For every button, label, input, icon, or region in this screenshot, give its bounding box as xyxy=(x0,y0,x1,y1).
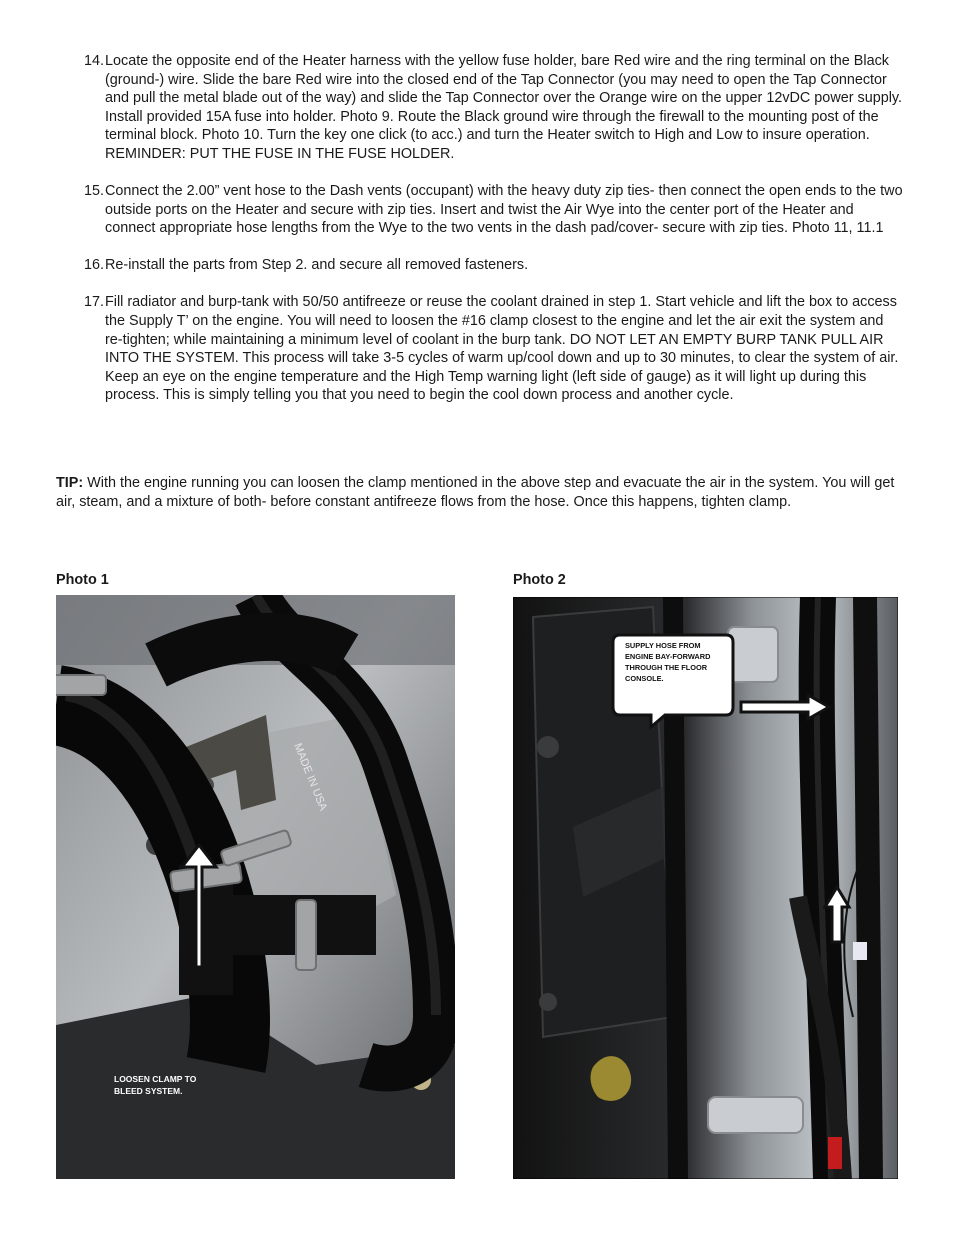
step-17 xyxy=(56,293,904,405)
tip-paragraph xyxy=(56,474,906,512)
step-16 xyxy=(56,256,904,275)
instruction-steps xyxy=(56,52,904,405)
hose-clamp xyxy=(56,675,106,695)
step-number: 17. xyxy=(83,294,104,311)
step-text: Connect the 2.00” vent hose to the Dash vents (occupant) with the heavy duty zip ties- then connect the open ends to the two outside ports on the Heater and secure with zip ties. Insert and twist the Air Wye into the center port of the Heater and connect appropriate hose lengths from the Wye to the two vents in the dash pad/cover- secure with zip ties. Photo 11, 11.1 xyxy=(105,183,903,237)
photo-annotation: SUPPLY HOSE FROM xyxy=(625,641,701,650)
photo-annotation: LOOSEN CLAMP TO xyxy=(114,1074,197,1084)
step-15 xyxy=(56,182,904,238)
photo-1 xyxy=(56,595,455,1179)
step-number: 16. xyxy=(83,257,104,274)
hose-label: MADE IN USA xyxy=(291,741,330,813)
zip-tie-tag xyxy=(853,942,867,960)
step-text: Locate the opposite end of the Heater harness with the yellow fuse holder, bare Red wire and the ring terminal on the Black (ground-) wire. Slide the bare Red wire into the closed end of the Tap Connector (you may need to open the Tap Connector and pull the metal blade out of the way) and slide the Tap Connector over the Orange wire on the upper 12vDC power supply. Install provided 15A fuse into holder. Photo 9. Route the Black ground wire through the firewall to the mounting post of the terminal block. Photo 10. Turn the key one click (to acc.) and turn the Heater switch to High and Low to insure operation. REMINDER: PUT THE FUSE IN THE FUSE HOLDER. xyxy=(105,53,903,162)
photo-2 xyxy=(513,597,898,1179)
step-14 xyxy=(56,52,904,164)
photo-1-caption: Photo 1 xyxy=(56,572,109,588)
step-text: Re-install the parts from Step 2. and secure all removed fasteners. xyxy=(105,257,529,274)
step-number: 15. xyxy=(83,183,104,200)
bolt-icon xyxy=(539,993,557,1011)
step-text: Fill radiator and burp-tank with 50/50 antifreeze or reuse the coolant drained in step 1. Start vehicle and lift the box to access the Supply T’ on the engine. You will need to loosen the #16 clamp closest to the engine and let the air exit the system and re-tighten; while maintaining a minimum level of coolant in the burp tank. DO NOT LET AN EMPTY BURP TANK PULL AIR INTO THE SYSTEM. This process will take 3-5 cycles of warm up/cool down and up to 30 minutes, to clear the system of air. Keep an eye on the engine temperature and the High Temp warning light (left side of gauge) as it will light up during this process. This is simply telling you that you need to begin the cool down process and another cycle. xyxy=(105,294,899,404)
photo-annotation: BLEED SYSTEM. xyxy=(114,1086,183,1096)
hose-clamp xyxy=(296,900,316,970)
tip-text: With the engine running you can loosen the clamp mentioned in the above step and evacuate the air in the system. You will get air, steam, and a mixture of both- before constant antifreeze flows from the hose. Once this happens, tighten clamp. xyxy=(56,475,895,510)
hose-marker xyxy=(828,1137,842,1169)
photo-2-caption: Photo 2 xyxy=(513,572,566,588)
photo-annotation: THROUGH THE FLOOR xyxy=(625,663,708,672)
tip-label: TIP: xyxy=(56,475,84,491)
bolt-icon xyxy=(537,736,559,758)
photo-annotation: ENGINE BAY-FORWARD xyxy=(625,652,711,661)
step-number: 14. xyxy=(83,53,104,69)
photo-annotation: CONSOLE. xyxy=(625,674,664,683)
